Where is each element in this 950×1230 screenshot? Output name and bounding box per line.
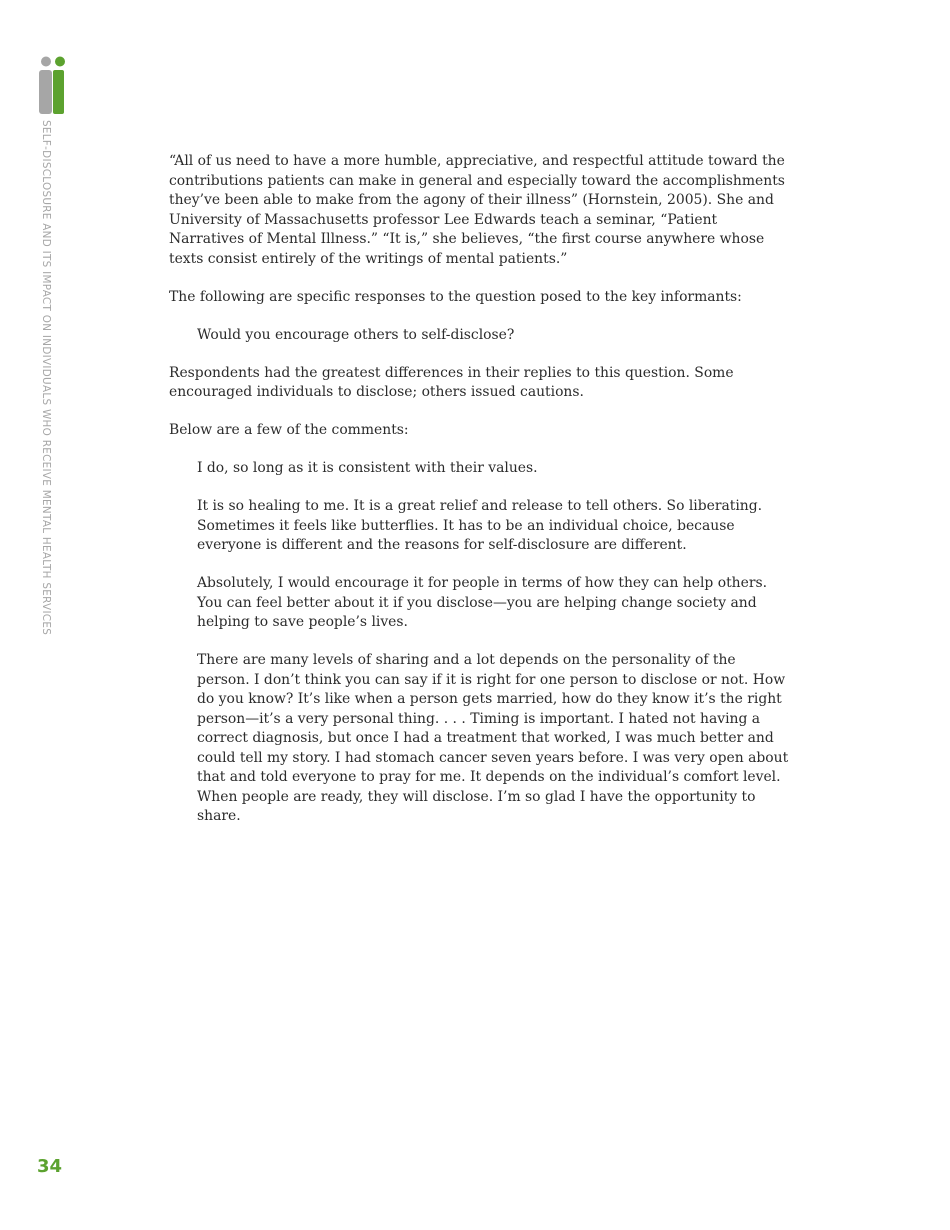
comment-quote-3: Absolutely, I would encourage it for people in terms of how they can help others. You can feel better about it if you disclose—you are helping change society and helping to save people’s lives. xyxy=(197,575,768,630)
two-people-logo-icon xyxy=(36,56,68,114)
comment-quote-4: There are many levels of sharing and a lot depends on the personality of the person. I don’t think you can say if it is right for one person to disclose or not. How do you know? It’s like when a person gets married, how do they know it’s the right person—it’s a very personal thing. . . . Timing is important. I hated not having a correct diagnosis, but once I had a treatment that worked, I was much better and could tell my story. I had stomach cancer seven years before. I was very open about that and told everyone to pray for me. It depends on the individual’s comfort level. When people are ready, they will disclose. I’m so glad I have the opportunity to share. xyxy=(197,652,789,824)
paragraph-hornstein-quote: “All of us need to have a more humble, appreciative, and respectful attitude toward the contributions patients can make in general and especially toward the accomplishments they’ve been able to make from the agony of their illness” (Hornstein, 2005). She and University of Massachusetts professor Lee Edwards teach a seminar, “Patient Narratives of Mental Illness.” “It is,” she believes, “the first course anywhere whose texts consist entirely of the writings of mental patients.” xyxy=(169,153,785,267)
body-text xyxy=(169,152,791,845)
paragraph-comments-intro: Below are a few of the comments: xyxy=(169,422,409,438)
paragraph-differences: Respondents had the greatest differences in their replies to this question. Some encouraged individuals to disclose; others issued cautions. xyxy=(169,364,734,400)
running-header-side-title: SELF-DISCLOSURE AND ITS IMPACT ON INDIVIDUALS WHO RECEIVE MENTAL HEALTH SERVICES xyxy=(40,120,52,636)
paragraph-intro-responses: The following are specific responses to the question posed to the key informants: xyxy=(169,288,742,305)
comment-quote-2: It is so healing to me. It is a great relief and release to tell others. So liberating. Sometimes it feels like butterflies. It has to be an individual choice, because everyone is different and the reasons for self-disclosure are different. xyxy=(197,498,763,553)
question-quote: Would you encourage others to self-disclose? xyxy=(197,326,515,343)
comment-quote-1: I do, so long as it is consistent with their values. xyxy=(197,460,538,476)
page-number: 34 xyxy=(37,1156,63,1177)
